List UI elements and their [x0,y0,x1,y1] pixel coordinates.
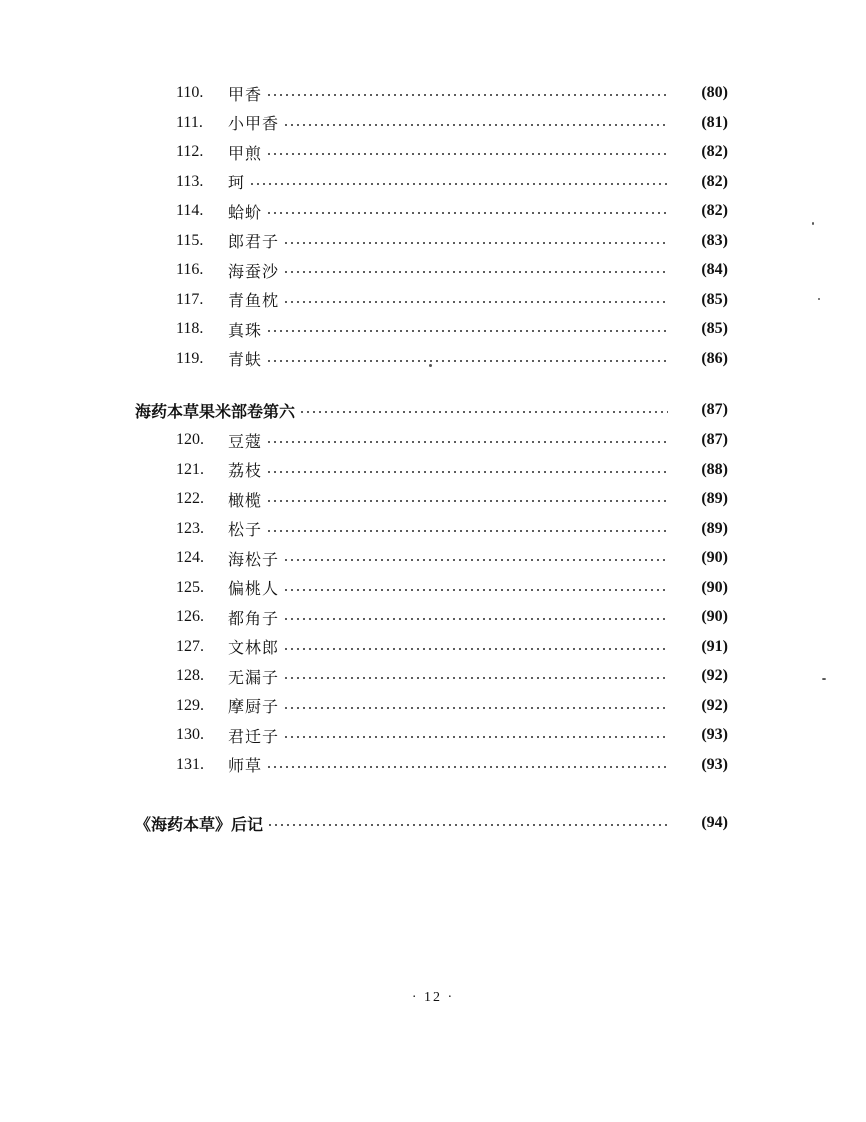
dot-leader [283,736,668,738]
entry-page: (93) [701,726,728,743]
entry-title: 青鱼枕 [228,291,280,310]
entry-number: 114. [176,202,204,219]
entry-title: 荔枝 [228,461,263,480]
entry-page: (93) [701,755,728,773]
scan-speck [812,222,814,225]
entry-number: 122. [176,490,204,507]
toc-entry[interactable] [176,258,728,282]
dot-leader [283,301,668,303]
entry-number: 131. [176,755,204,773]
entry-page: (88) [701,460,728,478]
dot-leader [266,441,668,443]
entry-number: 129. [176,696,204,714]
entry-number: 113. [176,172,204,190]
toc-entry[interactable] [176,694,728,718]
entry-title: 松子 [228,520,263,539]
entry-number: 130. [176,726,204,743]
toc-entry[interactable] [176,347,728,371]
entry-title: 郎君子 [228,232,280,251]
dot-leader [283,559,668,561]
entry-number: 111. [176,113,203,131]
entry-title: 甲煎 [228,143,263,163]
entry-number: 119. [176,349,204,367]
entry-page: (90) [701,578,728,596]
entry-page: (84) [701,261,728,278]
scan-speck [822,678,826,680]
dot-leader [283,242,668,244]
entry-page: (92) [701,696,728,714]
toc-entry[interactable] [176,111,728,135]
entry-title: 师草 [228,756,263,775]
section-heading-page: (87) [701,401,728,418]
scan-speck [818,298,820,300]
entry-page: (85) [701,290,728,308]
dot-leader [266,500,668,502]
dot-leader [283,271,668,273]
entry-page: (86) [701,349,728,367]
entry-page: (89) [701,519,728,537]
entry-number: 127. [176,637,204,655]
entry-number: 123. [176,519,204,537]
toc-entry[interactable] [176,487,728,511]
entry-page: (83) [701,231,728,249]
toc-entry[interactable] [176,229,728,253]
entry-number: 118. [176,320,204,337]
toc-entry[interactable] [176,605,728,629]
entry-page: (87) [701,431,728,448]
entry-number: 124. [176,549,204,566]
toc-entry[interactable] [176,170,728,194]
entry-title: 青蚨 [228,350,263,369]
dot-leader [266,471,668,473]
entry-page: (85) [701,320,728,337]
dot-leader [283,618,668,620]
entry-number: 120. [176,431,204,448]
dot-leader [249,183,668,185]
toc-entry[interactable] [176,517,728,541]
dot-leader [283,677,668,679]
toc-entry[interactable] [176,428,728,452]
dot-leader [283,648,668,650]
dot-leader [266,530,668,532]
afterword-page: (94) [701,814,728,831]
entry-title: 豆蔻 [228,431,263,451]
entry-number: 121. [176,460,204,478]
afterword-title: 《海药本草》后记 [135,814,264,834]
dot-leader [266,212,668,214]
entry-title: 都角子 [228,608,280,628]
entry-number: 110. [176,84,204,101]
entry-title: 摩厨子 [228,697,280,716]
toc-entry[interactable] [176,723,728,747]
dot-leader [283,707,668,709]
dot-leader [266,94,668,96]
entry-title: 小甲香 [228,114,280,133]
entry-page: (89) [701,490,728,507]
page-number: · 12 · [411,990,455,1005]
toc-entry[interactable] [176,664,728,688]
entry-title: 无漏子 [228,667,280,687]
toc-entry[interactable] [176,317,728,341]
dot-leader [267,824,668,826]
entry-title: 文林郎 [228,638,280,657]
entry-title: 偏桃人 [228,579,280,598]
section-heading-row[interactable] [135,398,728,422]
toc-entry[interactable] [176,753,728,777]
entry-number: 115. [176,231,204,249]
entry-page: (82) [701,202,728,219]
toc-entry[interactable] [176,81,728,105]
entry-title: 橄榄 [228,490,263,510]
entry-number: 112. [176,143,204,160]
scan-speck [429,364,432,367]
entry-number: 128. [176,667,204,684]
dot-leader [299,411,668,413]
entry-title: 海蚕沙 [228,261,280,281]
dot-leader [266,360,668,362]
entry-title: 珂 [228,173,246,192]
toc-entry[interactable] [176,458,728,482]
entry-number: 117. [176,290,204,308]
entry-number: 125. [176,578,204,596]
entry-title: 真珠 [228,320,263,340]
entry-page: (82) [701,143,728,160]
entry-page: (80) [701,84,728,101]
toc-entry[interactable] [176,635,728,659]
entry-number: 126. [176,608,204,625]
entry-title: 蛤蚧 [228,202,263,222]
section-heading-title: 海药本草果米部卷第六 [135,401,296,421]
toc-entry[interactable] [176,199,728,223]
dot-leader [266,330,668,332]
entry-page: (90) [701,608,728,625]
toc-entry[interactable] [176,288,728,312]
entry-page: (81) [701,113,728,131]
entry-title: 君迁子 [228,726,280,746]
dot-leader [283,589,668,591]
dot-leader [283,124,668,126]
entry-title: 海松子 [228,549,280,569]
toc-entry[interactable] [176,576,728,600]
entry-title: 甲香 [228,84,263,104]
toc-entry[interactable] [176,546,728,570]
entry-page: (82) [701,172,728,190]
dot-leader [266,766,668,768]
afterword-row[interactable] [135,811,728,835]
entry-page: (90) [701,549,728,566]
dot-leader [266,153,668,155]
entry-page: (91) [701,637,728,655]
entry-number: 116. [176,261,204,278]
toc-entry[interactable] [176,140,728,164]
entry-page: (92) [701,667,728,684]
